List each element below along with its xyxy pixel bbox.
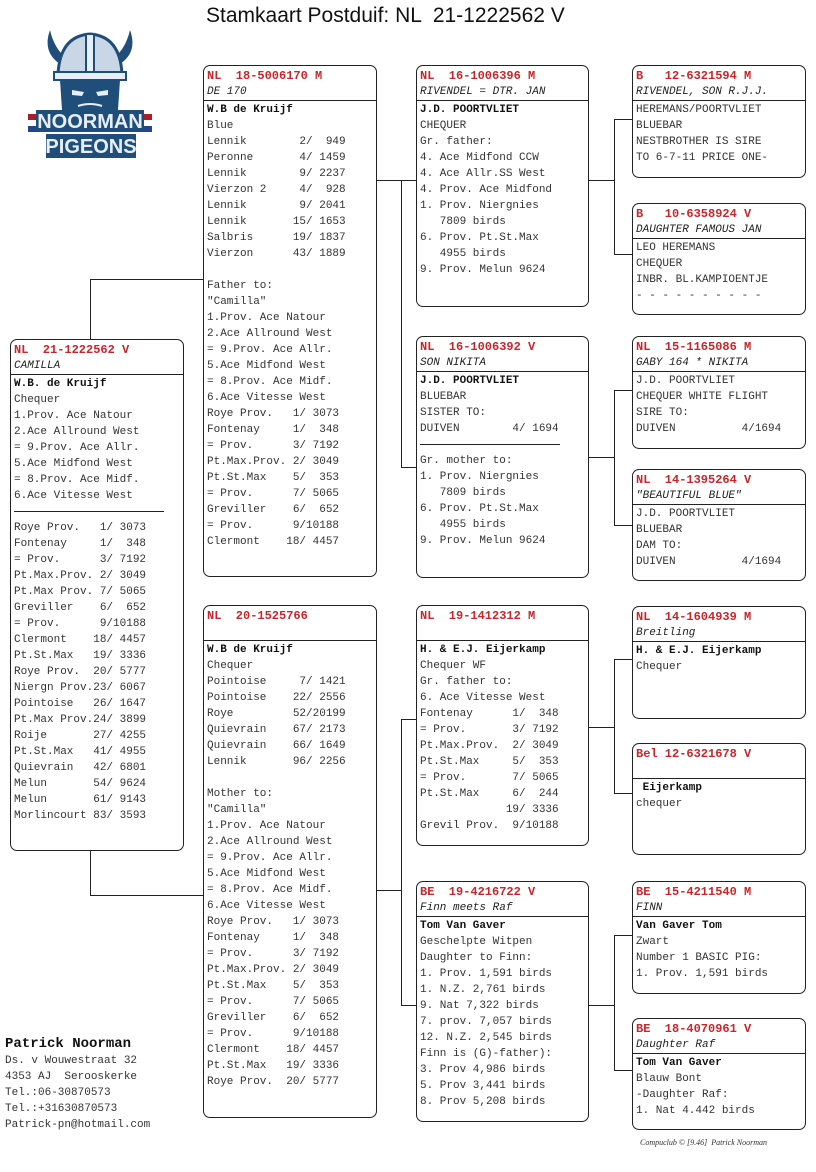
connector-line <box>614 119 632 120</box>
connector-line <box>614 935 615 1071</box>
connector-line <box>401 467 417 468</box>
info-lines <box>636 659 802 675</box>
connector-line <box>588 1005 614 1006</box>
text-line: = Prov. 9/10188 <box>207 520 340 532</box>
info-lines <box>636 934 802 982</box>
text-line: 12. N.Z. 2,545 birds <box>420 1032 553 1044</box>
info-lines <box>636 256 802 304</box>
text-line: 1.Prov. Ace Natour <box>207 312 326 324</box>
results-lines <box>207 786 373 1090</box>
divider <box>14 511 164 512</box>
text-line: 5.Ace Midfond West <box>14 458 133 470</box>
text-line: Clermont 18/ 4457 <box>207 1044 340 1056</box>
text-line: 6. Prov. Pt.St.Max <box>420 232 539 244</box>
text-line: NESTBROTHER IS SIRE <box>636 136 762 148</box>
owner: Van Gaver Tom <box>636 920 722 932</box>
text-line: - - - - - - - - - - <box>636 290 762 302</box>
pigeon-name: RIVENDEL, SON R.J.J. <box>636 86 769 98</box>
connector-line <box>401 180 417 181</box>
text-line: = 8.Prov. Ace Midf. <box>207 376 333 388</box>
text-line: chequer <box>636 798 683 810</box>
text-line: Pt.St.Max 6/ 244 <box>420 788 559 800</box>
connector-line <box>614 390 632 391</box>
text-line: Blauw Bont <box>636 1073 703 1085</box>
pigeon-card-maternal-grandfather[interactable] <box>416 605 589 846</box>
results-lines <box>207 278 373 550</box>
pigeon-card-subject[interactable] <box>10 339 184 851</box>
text-line: Greviller 6/ 652 <box>207 504 340 516</box>
text-line: Melun 61/ 9143 <box>14 794 147 806</box>
pigeon-card-ggp-ffm[interactable] <box>632 203 806 315</box>
owner: Tom Van Gaver <box>420 920 506 932</box>
text-line: 9. Prov. Melun 9624 <box>420 264 546 276</box>
text-line: Ds. v Wouwestraat 32 <box>5 1055 138 1067</box>
text-line: Gr. father to: <box>420 676 513 688</box>
breeder-contact-lines <box>5 1053 150 1133</box>
text-line: Niergn Prov.23/ 6067 <box>14 682 147 694</box>
results-lines <box>14 520 180 824</box>
text-line: Quievrain 67/ 2173 <box>207 724 346 736</box>
pigeon-card-maternal-grandmother[interactable] <box>416 881 589 1122</box>
text-line: 7809 birds <box>420 216 506 228</box>
text-line: Melun 54/ 9624 <box>14 778 147 790</box>
text-line: 9. Nat 7,322 birds <box>420 1000 539 1012</box>
text-line: Pt.Max.Prov. 2/ 3049 <box>207 964 340 976</box>
text-line: Clermont 18/ 4457 <box>14 634 147 646</box>
text-line: DUIVEN 4/1694 <box>636 556 782 568</box>
info-lines <box>636 796 802 812</box>
owner: Eijerkamp <box>636 782 703 794</box>
pigeon-name: Finn meets Raf <box>420 902 513 914</box>
text-line: 5.Ace Midfond West <box>207 360 326 372</box>
text-line: = 9.Prov. Ace Allr. <box>14 442 140 454</box>
pigeon-name: FINN <box>636 902 663 914</box>
text-line: Geschelpte Witpen <box>420 936 533 948</box>
connector-line <box>614 659 615 794</box>
info-lines <box>636 1071 802 1119</box>
connector-line <box>90 279 204 280</box>
connector-line <box>90 895 204 896</box>
logo-text-line1: NOORMAN <box>37 111 143 133</box>
pigeon-name: CAMILLA <box>14 360 61 372</box>
text-line: 4. Prov. Ace Midfond <box>420 184 553 196</box>
pigeon-name: RIVENDEL = DTR. JAN <box>420 86 546 98</box>
connector-line <box>614 659 632 660</box>
pigeon-card-paternal-grandmother[interactable] <box>416 336 589 578</box>
text-line: Zwart <box>636 936 670 948</box>
text-line: Pt.St.Max 41/ 4955 <box>14 746 147 758</box>
text-line: Pointoise 26/ 1647 <box>14 698 147 710</box>
text-line: -Daughter Raf: <box>636 1089 729 1101</box>
pigeon-card-ggp-mff[interactable] <box>632 606 806 719</box>
pigeon-card-ggp-fmm[interactable] <box>632 469 806 581</box>
text-line: Pt.Max Prov.24/ 3899 <box>14 714 147 726</box>
connector-line <box>90 279 91 339</box>
text-line: 2.Ace Allround West <box>207 328 333 340</box>
text-line: INBR. BL.KAMPIOENTJE <box>636 274 769 286</box>
ring-number: BE 18-4070961 V <box>636 1022 752 1036</box>
connector-line <box>614 793 632 794</box>
text-line: Pt.St.Max 5/ 353 <box>207 980 340 992</box>
text-line: = 8.Prov. Ace Midf. <box>207 884 333 896</box>
owner: J.D. POORTVLIET <box>420 375 520 387</box>
ring-number: NL 20-1525766 <box>207 609 308 623</box>
text-line: Pointoise 22/ 2556 <box>207 692 346 704</box>
text-line: = Prov. 7/ 5065 <box>420 772 559 784</box>
text-line: 8. Prov 5,208 birds <box>420 1096 546 1108</box>
ring-number: NL 18-5006170 M <box>207 69 323 83</box>
ring-number: Bel 12-6321678 V <box>636 747 752 761</box>
connector-line <box>588 727 614 728</box>
pigeon-name <box>633 762 805 778</box>
viking-helmet-icon <box>48 30 133 119</box>
pigeon-name <box>417 624 588 640</box>
pigeon-name: Daughter Raf <box>636 1039 716 1051</box>
connector-line <box>614 1070 632 1071</box>
connector-line <box>588 180 614 181</box>
text-line: = Prov. 3/ 7192 <box>207 948 340 960</box>
ring-number: NL 15-1165086 M <box>636 340 752 354</box>
owner: H. & E.J. Eijerkamp <box>420 644 546 656</box>
text-line: Fontenay 1/ 348 <box>207 932 340 944</box>
info-lines <box>636 522 802 570</box>
ring-number: NL 19-1412312 M <box>420 609 536 623</box>
pigeon-name: Breitling <box>636 627 696 639</box>
text-line: SIRE TO: <box>636 407 689 419</box>
pigeon-card-paternal-grandfather[interactable] <box>416 65 589 307</box>
text-line: 6. Prov. Pt.St.Max <box>420 503 539 515</box>
pigeon-name: DAUGHTER FAMOUS JAN <box>636 224 762 236</box>
text-line: 6.Ace Vitesse West <box>14 490 133 502</box>
ring-number: NL 16-1006392 V <box>420 340 536 354</box>
results-lines <box>420 453 585 549</box>
text-line: 1. Nat 4.442 birds <box>636 1105 755 1117</box>
pigeon-card-ggp-mfm[interactable] <box>632 743 806 855</box>
text-line: Quievrain 42/ 6801 <box>14 762 147 774</box>
text-line: Lennik 9/ 2041 <box>207 200 346 212</box>
text-line: Gr. mother to: <box>420 455 513 467</box>
text-line: = Prov. 3/ 7192 <box>14 554 147 566</box>
text-line: DAM TO: <box>636 540 683 552</box>
pigeon-name <box>204 624 376 640</box>
text-line: Pt.Max.Prov. 2/ 3049 <box>207 456 340 468</box>
text-line: Daughter to Finn: <box>420 952 533 964</box>
info-lines <box>420 934 585 1110</box>
text-line: 4955 birds <box>420 248 506 260</box>
ring-number: BE 15-4211540 M <box>636 885 752 899</box>
text-line: Lennik 9/ 2237 <box>207 168 346 180</box>
footer-credit: Compuclub © [9.46] Patrick Noorman <box>640 1138 767 1147</box>
text-line: 9. Prov. Melun 9624 <box>420 535 546 547</box>
ring-number: B 12-6321594 M <box>636 69 752 83</box>
pigeon-card-ggp-fff[interactable] <box>632 65 806 178</box>
text-line: CHEQUER <box>636 258 683 270</box>
owner: Tom Van Gaver <box>636 1057 722 1069</box>
text-line: 5.Ace Midfond West <box>207 868 326 880</box>
breeder-address <box>5 1035 150 1133</box>
info-lines <box>636 389 802 437</box>
text-line: Roye Prov. 1/ 3073 <box>207 408 340 420</box>
text-line: Vierzon 43/ 1889 <box>207 248 346 260</box>
text-line: Father to: <box>207 280 274 292</box>
text-line: Chequer WF <box>420 660 487 672</box>
owner: H. & E.J. Eijerkamp <box>636 645 762 657</box>
text-line: Tel.:+31630870573 <box>5 1103 118 1115</box>
text-line: 4955 birds <box>420 519 506 531</box>
connector-line <box>401 180 402 468</box>
text-line: 6. Ace Vitesse West <box>420 692 546 704</box>
text-line: Mother to: <box>207 788 274 800</box>
connector-line <box>614 119 615 255</box>
ring-number: BE 19-4216722 V <box>420 885 536 899</box>
pigeon-card-ggp-mmm[interactable] <box>632 1018 806 1130</box>
connector-line <box>588 457 614 458</box>
text-line: Vierzon 2 4/ 928 <box>207 184 346 196</box>
text-line: Chequer <box>14 394 61 406</box>
text-line: Lennik 2/ 949 <box>207 136 346 148</box>
connector-line <box>401 1005 417 1006</box>
info-lines <box>636 118 802 166</box>
text-line: Lennik 15/ 1653 <box>207 216 346 228</box>
pigeon-card-mother[interactable] <box>203 605 377 1118</box>
text-line: Quievrain 66/ 1649 <box>207 740 346 752</box>
text-line: Number 1 BASIC PIG: <box>636 952 762 964</box>
text-line: Pt.Max.Prov. 2/ 3049 <box>420 740 559 752</box>
text-line: Patrick-pn@hotmail.com <box>5 1119 151 1131</box>
owner: J.D. POORTVLIET <box>420 104 520 116</box>
text-line: Salbris 19/ 1837 <box>207 232 346 244</box>
text-line: Grevil Prov. 9/10188 <box>420 820 559 832</box>
pigeon-name: DE 170 <box>207 86 247 98</box>
connector-line <box>376 180 402 181</box>
ring-number: NL 14-1395264 V <box>636 473 752 487</box>
info-lines <box>420 118 585 278</box>
text-line: Finn is (G)-father): <box>420 1048 553 1060</box>
text-line: Pt.St.Max 19/ 3336 <box>207 1060 340 1072</box>
text-line: 7. prov. 7,057 birds <box>420 1016 553 1028</box>
info-lines <box>420 389 585 437</box>
text-line: Fontenay 1/ 348 <box>207 424 340 436</box>
text-line: BLUEBAR <box>636 524 683 536</box>
text-line: Morlincourt 83/ 3593 <box>14 810 147 822</box>
owner: LEO HEREMANS <box>636 242 716 254</box>
owner: J.D. POORTVLIET <box>636 375 736 387</box>
owner: W.B de Kruijf <box>207 104 293 116</box>
text-line: 1. Prov. 1,591 birds <box>636 968 769 980</box>
text-line: Fontenay 1/ 348 <box>420 708 559 720</box>
ring-number: B 10-6358924 V <box>636 207 752 221</box>
text-line: "Camilla" <box>207 804 267 816</box>
text-line: = 8.Prov. Ace Midf. <box>14 474 140 486</box>
text-line: 4. Ace Allr.SS West <box>420 168 546 180</box>
ring-number: NL 16-1006396 M <box>420 69 536 83</box>
text-line: 2.Ace Allround West <box>207 836 333 848</box>
connector-line <box>614 390 615 526</box>
pigeon-card-father[interactable] <box>203 65 377 577</box>
text-line: Greviller 6/ 652 <box>14 602 147 614</box>
text-line: Pt.St.Max 5/ 353 <box>207 472 340 484</box>
text-line: Blue <box>207 120 234 132</box>
info-lines <box>207 118 373 262</box>
text-line: 2.Ace Allround West <box>14 426 140 438</box>
text-line: = 9.Prov. Ace Allr. <box>207 852 333 864</box>
text-line: Roije 27/ 4255 <box>14 730 147 742</box>
pigeon-name: SON NIKITA <box>420 357 487 369</box>
owner: J.D. POORTVLIET <box>636 508 736 520</box>
text-line: CHEQUER <box>420 120 467 132</box>
text-line: 4353 AJ Serooskerke <box>5 1071 138 1083</box>
owner: W.B. de Kruijf <box>14 378 107 390</box>
ring-number: NL 14-1604939 M <box>636 610 752 624</box>
owner: HEREMANS/POORTVLIET <box>636 104 762 116</box>
text-line: = Prov. 7/ 5065 <box>207 488 340 500</box>
text-line: BLUEBAR <box>420 391 467 403</box>
text-line: Pt.St.Max 19/ 3336 <box>14 650 147 662</box>
connector-line <box>401 719 402 1006</box>
text-line: DUIVEN 4/1694 <box>636 423 782 435</box>
pigeon-card-ggp-mmf[interactable] <box>632 881 806 994</box>
text-line: Roye Prov. 20/ 5777 <box>207 1076 340 1088</box>
connector-line <box>614 935 632 936</box>
text-line: "Camilla" <box>207 296 267 308</box>
text-line: 1. N.Z. 2,761 birds <box>420 984 546 996</box>
text-line: = Prov. 3/ 7192 <box>207 440 340 452</box>
text-line: = Prov. 3/ 7192 <box>420 724 559 736</box>
text-line: Pt.St.Max 5/ 353 <box>420 756 559 768</box>
text-line: Lennik 96/ 2256 <box>207 756 346 768</box>
text-line: 5. Prov 3,441 birds <box>420 1080 546 1092</box>
text-line: Fontenay 1/ 348 <box>14 538 147 550</box>
text-line: 1.Prov. Ace Natour <box>14 410 133 422</box>
text-line: Roye 52/20199 <box>207 708 346 720</box>
text-line: Roye Prov. 1/ 3073 <box>207 916 340 928</box>
text-line: 19/ 3336 <box>420 804 559 816</box>
text-line: 1. Prov. Niergnies <box>420 200 539 212</box>
text-line: Clermont 18/ 4457 <box>207 536 340 548</box>
text-line: 7809 birds <box>420 487 506 499</box>
connector-line <box>90 851 91 896</box>
text-line: 6.Ace Vitesse West <box>207 900 326 912</box>
text-line: 1.Prov. Ace Natour <box>207 820 326 832</box>
text-line: = 9.Prov. Ace Allr. <box>207 344 333 356</box>
text-line: Chequer <box>636 661 683 673</box>
text-line: = Prov. 9/10188 <box>14 618 147 630</box>
pigeon-card-ggp-fmf[interactable] <box>632 336 806 449</box>
text-line: DUIVEN 4/ 1694 <box>420 423 559 435</box>
connector-line <box>401 719 417 720</box>
text-line: Pt.Max Prov. 7/ 5065 <box>14 586 147 598</box>
connector-line <box>376 890 402 891</box>
info-lines <box>14 392 180 504</box>
text-line: TO 6-7-11 PRICE ONE- <box>636 152 769 164</box>
ring-number: NL 21-1222562 V <box>14 343 130 357</box>
info-lines <box>207 658 373 770</box>
logo-text-line2: PIGEONS <box>45 136 137 158</box>
text-line: 4. Ace Midfond CCW <box>420 152 539 164</box>
text-line: Greviller 6/ 652 <box>207 1012 340 1024</box>
text-line: CHEQUER WHITE FLIGHT <box>636 391 769 403</box>
text-line: = Prov. 9/10188 <box>207 1028 340 1040</box>
text-line: Roye Prov. 20/ 5777 <box>14 666 147 678</box>
text-line: 1. Prov. Niergnies <box>420 471 539 483</box>
text-line: = Prov. 7/ 5065 <box>207 996 340 1008</box>
pigeon-name: "BEAUTIFUL BLUE" <box>636 490 742 502</box>
text-line: BLUEBAR <box>636 120 683 132</box>
owner: W.B de Kruijf <box>207 644 293 656</box>
pigeon-name: GABY 164 * NIKITA <box>636 357 749 369</box>
connector-line <box>614 525 632 526</box>
text-line: Gr. father: <box>420 136 493 148</box>
text-line: SISTER TO: <box>420 407 487 419</box>
text-line: Pt.Max.Prov. 2/ 3049 <box>14 570 147 582</box>
text-line: 1. Prov. 1,591 birds <box>420 968 553 980</box>
text-line: Chequer <box>207 660 254 672</box>
divider <box>420 444 560 445</box>
connector-line <box>614 254 632 255</box>
text-line: 3. Prov 4,986 birds <box>420 1064 546 1076</box>
text-line: 6.Ace Vitesse West <box>207 392 326 404</box>
noorman-pigeons-logo <box>20 22 160 172</box>
text-line: Peronne 4/ 1459 <box>207 152 346 164</box>
text-line: Roye Prov. 1/ 3073 <box>14 522 147 534</box>
text-line: Tel.:06-30870573 <box>5 1087 111 1099</box>
breeder-name: Patrick Noorman <box>5 1036 132 1052</box>
text-line: Pointoise 7/ 1421 <box>207 676 346 688</box>
page-title: Stamkaart Postduif: NL 21-1222562 V <box>206 4 565 27</box>
info-lines <box>420 658 585 834</box>
